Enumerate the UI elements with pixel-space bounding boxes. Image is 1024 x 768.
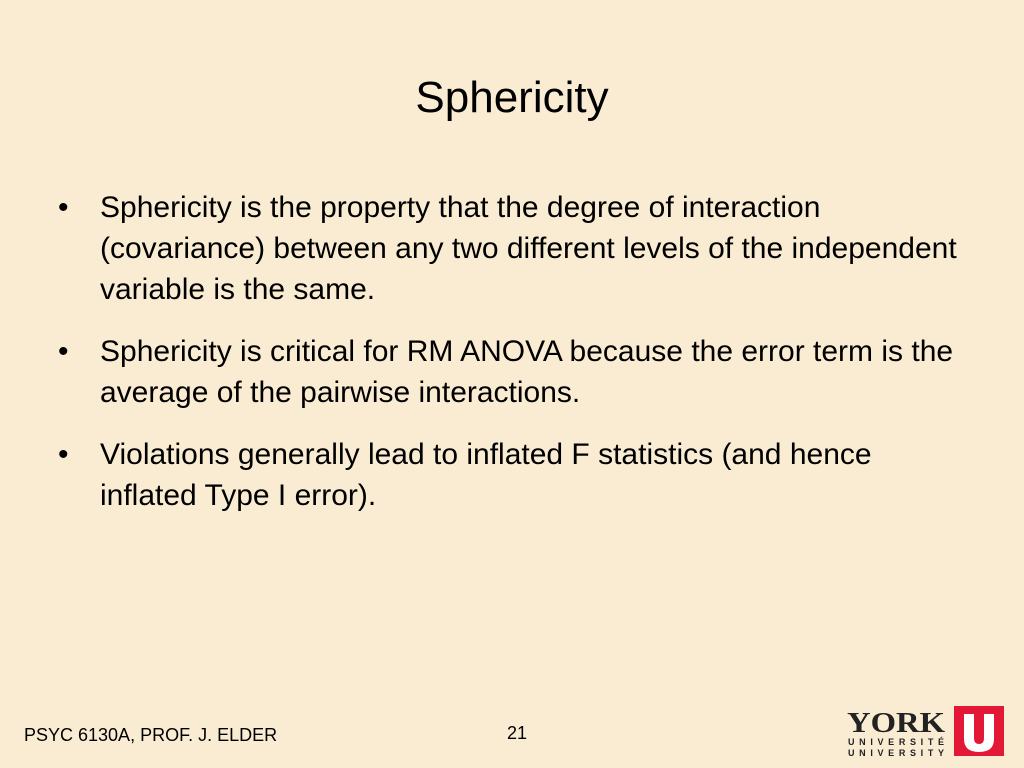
york-university-logo — [846, 706, 1006, 758]
footer-course-label: PSYC 6130A, PROF. J. ELDER — [24, 725, 278, 745]
york-u-icon — [954, 706, 1004, 756]
bullet-point-icon: • — [58, 335, 69, 368]
bullet-text: Violations generally lead to inflated F statistics (and hence inflated Type I error). — [100, 438, 872, 512]
logo-line-universite: UNIVERSITÉ — [848, 737, 944, 747]
bullet-list — [58, 187, 958, 537]
bullet-point-icon: • — [58, 438, 69, 471]
page-number: 21 — [507, 723, 528, 743]
bullet-text: Sphericity is critical for RM ANOVA because the error term is the average of the pairwise interactions. — [100, 335, 954, 409]
logo-wordmark: YORK — [847, 708, 946, 739]
slide-title: Sphericity — [415, 73, 609, 122]
bullet-point-icon: • — [58, 191, 69, 224]
logo-line-university: UNIVERSITY — [848, 748, 944, 758]
bullet-item — [58, 331, 958, 413]
bullet-item — [58, 434, 958, 516]
bullet-item — [58, 187, 958, 310]
bullet-text: Sphericity is the property that the degree of interaction (covariance) between any two different levels of the independent variable is the same. — [100, 191, 957, 306]
